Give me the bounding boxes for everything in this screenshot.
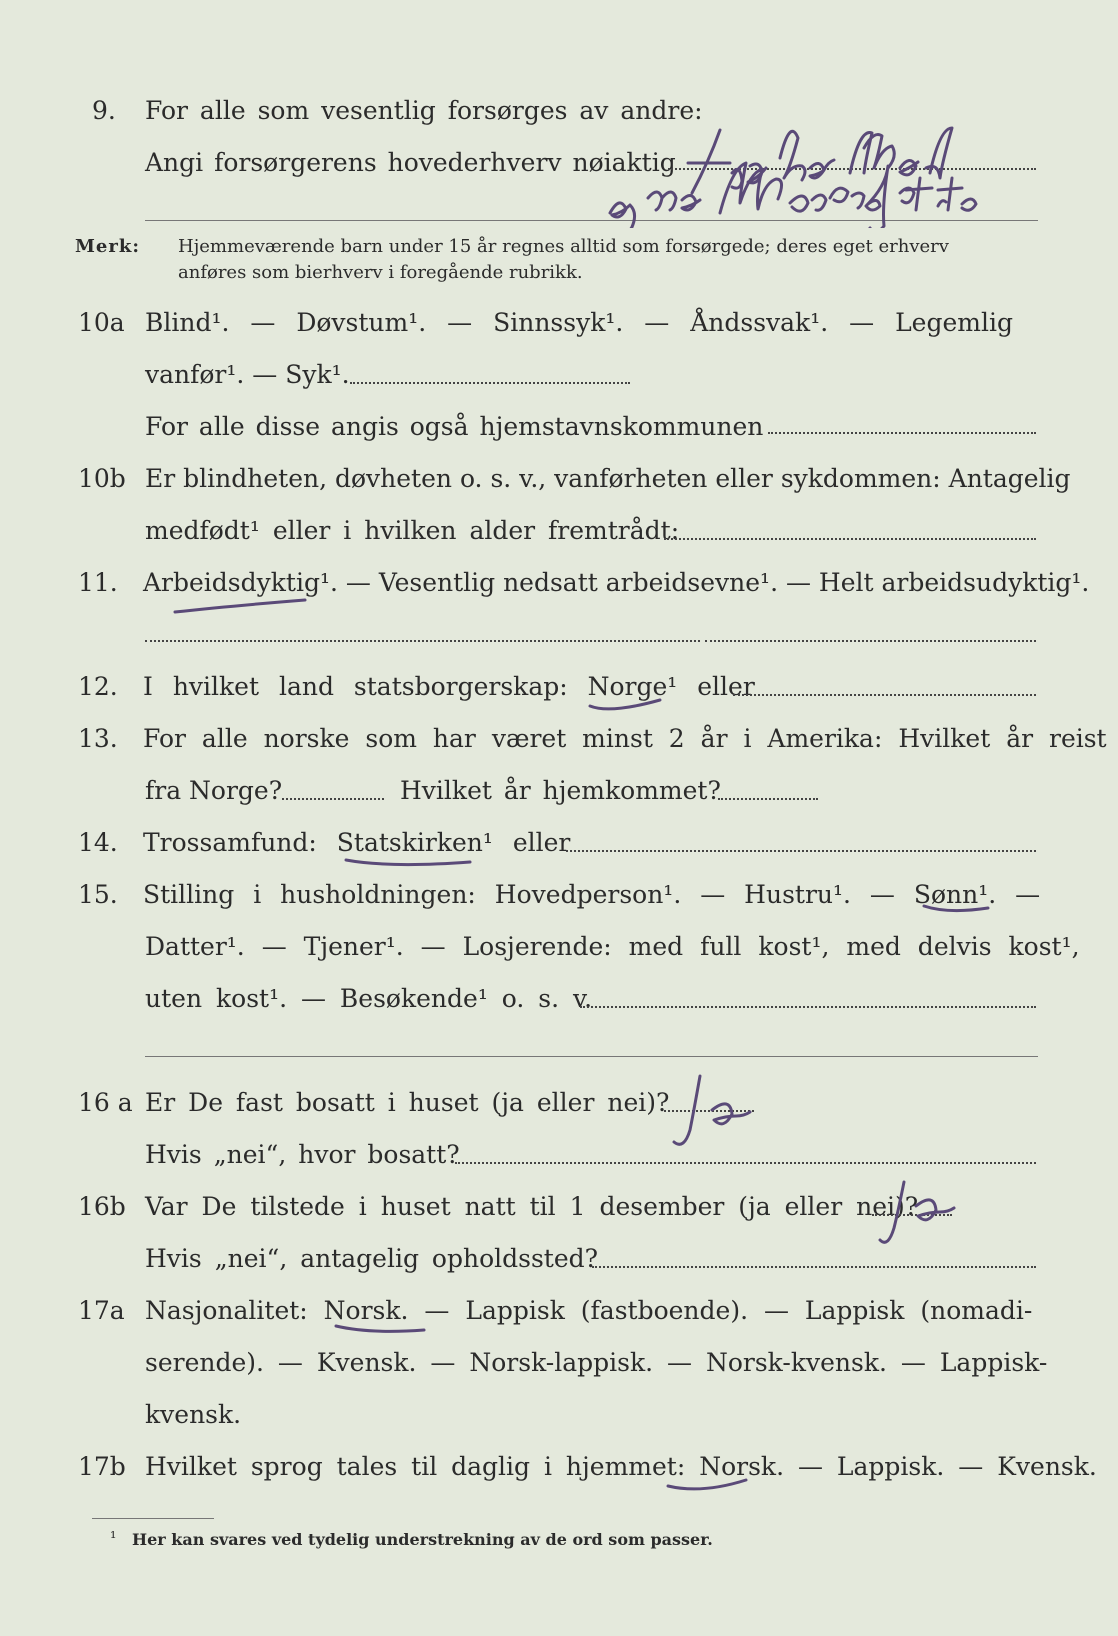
q10b-line2: medfødt¹ eller i hvilken alder fremtrådt: [145,516,680,545]
q15-answer-line-2 [145,1056,1038,1057]
q10b-answer-line [664,538,1036,540]
q16a-line2: Hvis „nei“, hvor bosatt? [145,1140,460,1169]
q10a-line1: Blind¹. — Døvstum¹. — Sinnssyk¹. — Åndssvak¹. — Legemlig [145,308,1013,337]
q11-answer-line-b [705,640,1036,642]
q14-line1: Trossamfund: Statskirken¹ eller [143,828,571,857]
q16b-number: 16b [78,1192,126,1221]
q17a-line3: kvensk. [145,1400,242,1429]
q12-answer-line [733,694,1036,696]
footnote-rule [92,1518,214,1519]
q9-number: 9. [92,96,116,125]
q13-line1: For alle norske som har været minst 2 år i Amerika: Hvilket år reist [143,724,1107,753]
q15-answer-line [580,1006,1036,1008]
q14-underline-statskirken [340,850,480,874]
q14-number: 14. [78,828,118,857]
q17b-line1: Hvilket sprog tales til daglig i hjemmet: Norsk. — Lappisk. — Kvensk. [145,1452,1097,1481]
q10a-number: 10a [78,308,125,337]
q11-underline-arbeidsdyktig [140,590,320,620]
q15-number: 15. [78,880,118,909]
q17b-underline-norsk [662,1474,752,1498]
q17a-line2: serende). — Kvensk. — Norsk-lappisk. — Norsk-kvensk. — Lappisk- [145,1348,1048,1377]
q13-year-left-line [282,798,384,800]
q10b-number: 10b [78,464,126,493]
merk-line1: Hjemmeværende barn under 15 år regnes alltid som forsørgede; deres eget erhverv [178,236,949,257]
q12-line1: I hvilket land statsborgerskap: Norge¹ eller [143,672,755,701]
q16b-place-line [592,1266,1036,1268]
q17a-underline-norsk [330,1318,430,1342]
merk-label: Merk: [75,236,140,257]
q16b-handwritten-ja [870,1176,980,1256]
q10b-line1: Er blindheten, døvheten o. s. v., vanførheten eller sykdommen: Antagelig [145,464,1071,493]
q15-line2: Datter¹. — Tjener¹. — Losjerende: med full kost¹, med delvis kost¹, [145,932,1080,961]
q16a-handwritten-ja [660,1070,770,1160]
merk-line2: anføres som bierhverv i foregående rubrikk. [178,262,583,283]
q16a-line1: Er De fast bosatt i huset (ja eller nei)? [145,1088,670,1117]
q17a-line1: Nasjonalitet: Norsk. — Lappisk (fastboende). — Lappisk (nomadi- [145,1296,1033,1325]
q10a-sick-line [350,382,630,384]
q9-line1: For alle som vesentlig forsørges av andre: [145,96,703,125]
q11-answer-line-a [145,640,700,642]
q16a-number: 16 a [78,1088,133,1117]
q16b-line2: Hvis „nei“, antagelig opholdssted? [145,1244,599,1273]
q10a-line3: For alle disse angis også hjemstavnskommunen [145,412,764,441]
q16a-where-line [455,1162,1036,1164]
q15-line1: Stilling i husholdningen: Hovedperson¹. — Hustru¹. — Sønn¹. — [143,880,1041,909]
q15-underline-sonn [918,900,998,924]
q9-handwritten-answer [600,118,1040,228]
q13-number: 13. [78,724,118,753]
q15-line3: uten kost¹. — Besøkende¹ o. s. v. [145,984,593,1013]
q17a-number: 17a [78,1296,125,1325]
q11-line1: Arbeidsdyktig¹. — Vesentlig nedsatt arbeidsevne¹. — Helt arbeidsudyktig¹. [143,568,1090,597]
q12-number: 12. [78,672,118,701]
q12-underline-norge [580,694,670,718]
q13-year-return-line [718,798,818,800]
footnote-mark: ¹ [110,1528,117,1547]
q10a-line2: vanfør¹. — Syk¹. [145,360,350,389]
q14-answer-line [566,850,1036,852]
footnote-text: Her kan svares ved tydelig understrekning av de ord som passer. [132,1530,713,1549]
q13-line2a: fra Norge? [145,776,283,805]
q10a-municipality-line [768,432,1036,434]
q13-line2b: Hvilket år hjemkommet? [400,776,721,805]
q17b-number: 17b [78,1452,126,1481]
q9-line2: Angi forsørgerens hovederhverv nøiaktig [145,148,676,177]
q16b-line1: Var De tilstede i huset natt til 1 desember (ja eller nei)? [145,1192,919,1221]
q11-number: 11. [78,568,118,597]
